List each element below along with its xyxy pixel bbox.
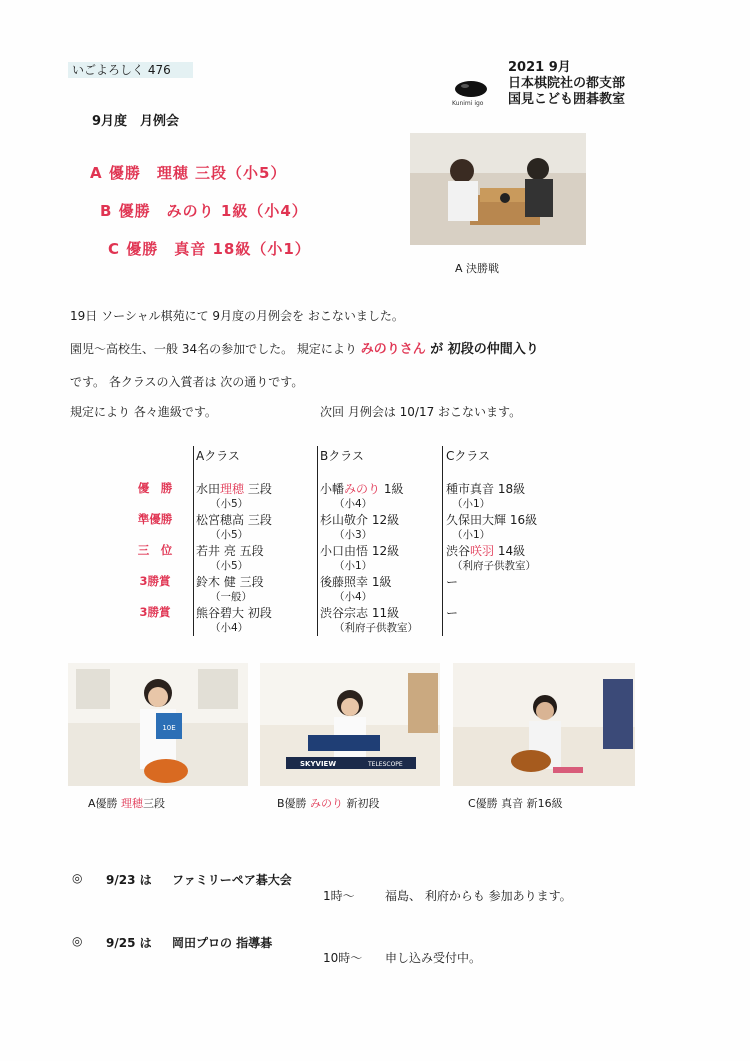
caption-a-post: 三段 xyxy=(143,797,166,810)
event1-date: 9/23 は xyxy=(106,873,152,887)
caption-b-post: 新初段 xyxy=(343,797,380,810)
cell-b xyxy=(320,573,391,590)
cell-b xyxy=(320,511,399,528)
cell-c xyxy=(446,511,537,528)
event1-mark: ◎ xyxy=(72,871,83,885)
cell-a-name: 鈴木 健 三段 xyxy=(196,575,264,589)
cell-b-grade: （小1） xyxy=(334,560,373,572)
cell-c-name: 種市真音 18級 xyxy=(446,482,526,496)
caption-b xyxy=(277,795,380,811)
cell-a-rank: 三段 xyxy=(244,482,272,496)
banner-b2-text: TELESCOPE xyxy=(368,761,403,768)
row-label: 準優勝 xyxy=(137,512,173,526)
cell-b-grade: （小4） xyxy=(334,498,373,510)
logo-text: Kunimi igo xyxy=(452,100,484,107)
caption-c xyxy=(468,795,563,811)
series-label: いごよろしく 476 xyxy=(68,62,193,78)
cell-a-highlight: 理穂 xyxy=(220,482,245,496)
cell-a-name: 水田 xyxy=(196,482,221,496)
event2-name: 岡田プロの 指導碁 xyxy=(172,936,273,950)
cell-a-name: 熊谷碧大 初段 xyxy=(196,606,272,620)
cell-b xyxy=(320,480,403,497)
table-divider-b xyxy=(317,446,318,636)
page-title: 9月度 月例会 xyxy=(92,114,180,129)
row-label: 三 位 xyxy=(137,543,173,557)
caption-b-pre: B優勝 xyxy=(277,797,311,810)
cell-c-name: ー xyxy=(446,606,459,620)
cell-b-name: 小口由悟 12級 xyxy=(320,544,400,558)
para-line3: です。 各クラスの入賞者は 次の通りです。 xyxy=(70,375,304,389)
cell-b-grade: （小3） xyxy=(334,529,373,541)
cell-c-highlight: 咲羽 xyxy=(470,544,495,558)
table-divider-c xyxy=(442,446,443,636)
para-line2 xyxy=(70,338,539,357)
cell-a-grade: （小5） xyxy=(210,529,249,541)
class-name: 国見こども囲碁教室 xyxy=(508,92,626,107)
logo-icon xyxy=(452,80,490,98)
cell-c-rank: 14級 xyxy=(494,544,526,558)
header-date: 2021 9月 xyxy=(508,60,571,75)
cell-b-rank: 1級 xyxy=(380,482,404,496)
cell-a-grade: （小4） xyxy=(210,622,249,634)
cell-c-grade: （小1） xyxy=(452,498,491,510)
final-game-photo xyxy=(410,133,586,245)
col-header-a: Aクラス xyxy=(196,449,240,463)
table-divider-a xyxy=(193,446,194,636)
caption-c-text: C優勝 真音 新16級 xyxy=(468,797,563,810)
cell-c-grade: （小1） xyxy=(452,529,491,541)
winner-a: A 優勝 理穂 三段（小5） xyxy=(90,164,287,182)
cell-a xyxy=(196,573,264,590)
plate-a-text: 10E xyxy=(162,724,176,732)
col-header-c: Cクラス xyxy=(446,449,491,463)
col-header-b: Bクラス xyxy=(320,449,364,463)
winner-b: B 優勝 みのり 1級（小4） xyxy=(100,202,308,220)
cell-a xyxy=(196,480,272,497)
cell-a-grade: （小5） xyxy=(210,560,249,572)
winner-b-photo xyxy=(260,663,440,786)
caption-b-name: みのり xyxy=(310,797,344,810)
caption-a xyxy=(88,795,165,811)
banner-b-text: SKYVIEW xyxy=(300,760,337,768)
para-line2-highlight: みのりさん xyxy=(360,342,426,357)
cell-c-grade: （利府子供教室） xyxy=(452,560,536,572)
cell-a-name: 松宮穂高 三段 xyxy=(196,513,272,527)
cell-c-name: 渋谷 xyxy=(446,544,471,558)
winner-c: C 優勝 真音 18級（小1） xyxy=(108,240,311,258)
cell-b-name: 小幡 xyxy=(320,482,345,496)
para-line4b: 次回 月例会は 10/17 おこないます。 xyxy=(320,405,522,419)
final-game-caption: A 決勝戦 xyxy=(455,262,500,275)
row-label: 優 勝 xyxy=(137,481,173,495)
cell-c-name: 久保田大輝 16級 xyxy=(446,513,538,527)
caption-a-pre: A優勝 xyxy=(88,797,122,810)
event1-note: 福島、 利府からも 参加あります。 xyxy=(385,889,572,903)
cell-c xyxy=(446,604,458,621)
cell-a-name: 若井 亮 五段 xyxy=(196,544,264,558)
header-block xyxy=(508,60,625,108)
cell-a xyxy=(196,511,272,528)
row-label: 3勝賞 xyxy=(139,605,171,619)
caption-a-name: 理穂 xyxy=(121,797,144,810)
cell-c-name: ー xyxy=(446,575,459,589)
event2-date: 9/25 は xyxy=(106,936,152,950)
event1-name: ファミリーペア碁大会 xyxy=(172,873,292,887)
org-name: 日本棋院社の都支部 xyxy=(508,76,626,91)
cell-b-name: 杉山敬介 12級 xyxy=(320,513,400,527)
cell-c xyxy=(446,573,458,590)
cell-b-name: 後藤照幸 1級 xyxy=(320,575,392,589)
cell-b xyxy=(320,604,399,621)
event2-note: 申し込み受付中。 xyxy=(385,951,482,965)
cell-b-name: 渋谷宗志 11級 xyxy=(320,606,400,620)
cell-a-grade: （小5） xyxy=(210,498,249,510)
para-line2-a: 園児～高校生、一般 34名の参加でした。 規定により xyxy=(70,342,361,356)
event2-time: 10時～ xyxy=(323,951,363,965)
cell-b-grade: （小4） xyxy=(334,591,373,603)
cell-b-highlight: みのり xyxy=(344,482,381,496)
cell-a-grade: （一般） xyxy=(210,591,252,603)
row-label: 3勝賞 xyxy=(139,574,171,588)
event2-mark: ◎ xyxy=(72,934,83,948)
cell-b-grade: （利府子供教室） xyxy=(334,622,418,634)
para-line2-c: が 初段の仲間入り xyxy=(425,342,539,357)
cell-c xyxy=(446,480,525,497)
winner-c-photo xyxy=(453,663,635,786)
winner-a-photo xyxy=(68,663,248,786)
para-line1: 19日 ソーシャル棋苑にて 9月度の月例会を おこないました。 xyxy=(70,309,404,323)
event1-time: 1時～ xyxy=(323,889,355,903)
cell-b xyxy=(320,542,399,559)
para-line4a: 規定により 各々進級です。 xyxy=(70,405,217,419)
cell-a xyxy=(196,542,264,559)
cell-a xyxy=(196,604,272,621)
cell-c xyxy=(446,542,525,559)
